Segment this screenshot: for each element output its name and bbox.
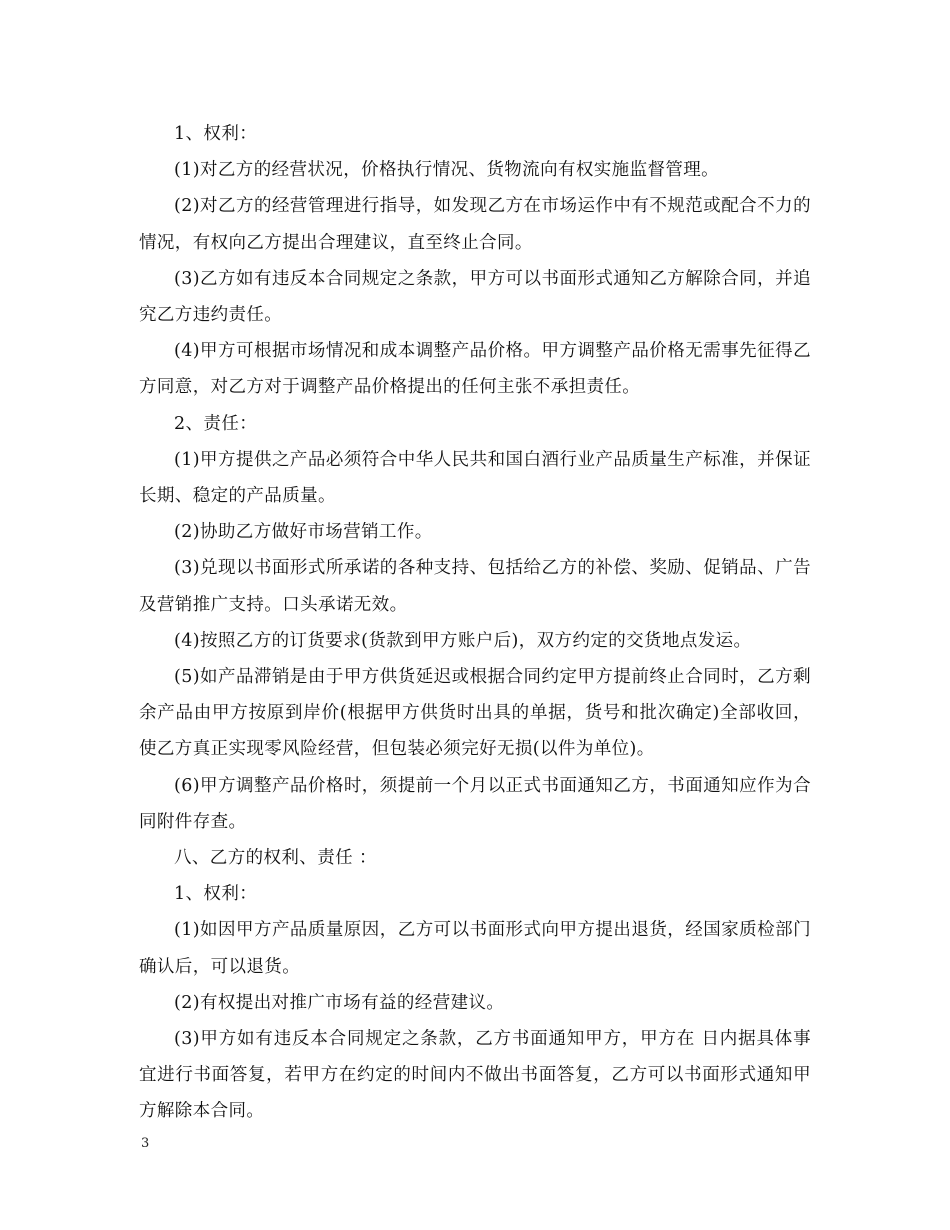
clause-paragraph: (5)如产品滞销是由于甲方供货延迟或根据合同约定甲方提前终止合同时，乙方剩余产品由甲方按原到岸价(根据甲方供货时出具的单据，货号和批次确定)全部收回，使乙方真正实现零风险经营，但包装必须完好无损(以件为单位)。: [139, 667, 811, 760]
article-heading: 八、乙方的权利、责任 ：: [174, 848, 377, 869]
section-heading-rights: 1、权利：: [174, 124, 258, 144]
clause-paragraph: (4)按照乙方的订货要求(货款到甲方账户后)，双方约定的交货地点发运。: [174, 630, 752, 651]
clause-paragraph: (1)甲方提供之产品必须符合中华人民共和国白酒行业产品质量生产标准，并保证长期、稳定的产品质量。: [139, 449, 811, 507]
clause-paragraph: (2)对乙方的经营管理进行指导，如发现乙方在市场运作中有不规范或配合不力的情况，有权向乙方提出合理建议，直至终止合同。: [139, 196, 811, 253]
clause-paragraph: (6)甲方调整产品价格时，须提前一个月以正式书面通知乙方，书面通知应作为合同附件存查。: [139, 775, 811, 832]
clause-paragraph: (3)甲方如有违反本合同规定之条款，乙方书面通知甲方，甲方在 日内据具体事宜进行书面答复，若甲方在约定的时间内不做出书面答复，乙方可以书面形式通知甲方解除本合同。: [139, 1029, 811, 1122]
clause-paragraph: (1)对乙方的经营状况，价格执行情况、货物流向有权实施监督管理。: [174, 160, 720, 181]
clause-paragraph: (2)协助乙方做好市场营销工作。: [174, 522, 433, 543]
clause-paragraph: (3)兑现以书面形式所承诺的各种支持、包括给乙方的补偿、奖励、促销品、广告及营销推广支持。口头承诺无效。: [139, 558, 811, 615]
clause-paragraph: (2)有权提出对推广市场有益的经营建议。: [174, 992, 505, 1013]
clause-paragraph: (3)乙方如有违反本合同规定之条款，甲方可以书面形式通知乙方解除合同，并追究乙方违约责任。: [139, 268, 811, 326]
section-heading-responsibilities: 2、责任：: [174, 413, 258, 434]
clause-paragraph: (4)甲方可根据市场情况和成本调整产品价格。甲方调整产品价格无需事先征得乙方同意，对乙方对于调整产品价格提出的任何主张不承担责任。: [139, 341, 811, 398]
section-heading-rights: 1、权利：: [174, 884, 258, 905]
clause-paragraph: (1)如因甲方产品质量原因，乙方可以书面形式向甲方提出退货，经国家质检部门确认后，可以退货。: [139, 920, 811, 977]
document-body: [139, 116, 811, 1130]
page-number: 3: [141, 1136, 150, 1151]
